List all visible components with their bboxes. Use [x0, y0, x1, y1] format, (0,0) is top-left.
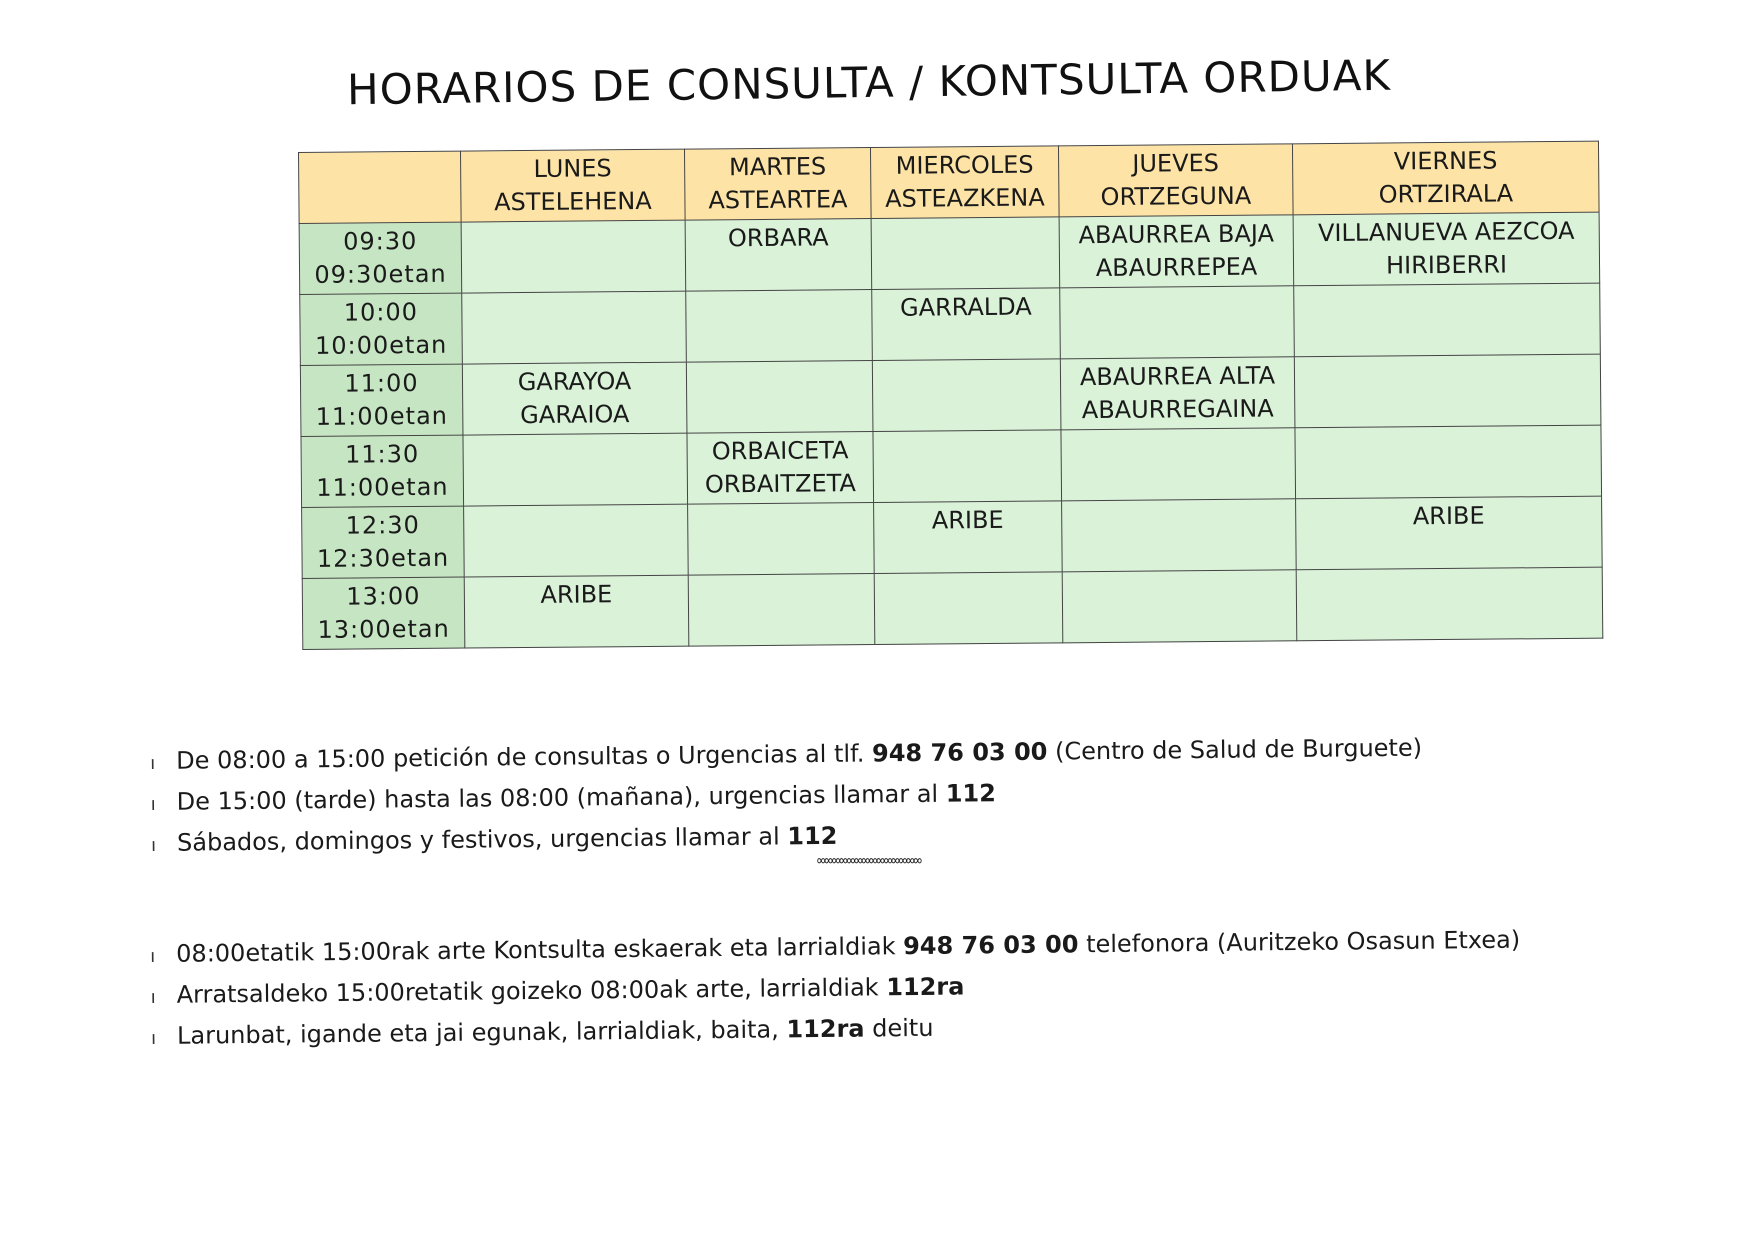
header-martes: MARTES ASTEARTEA	[684, 148, 871, 221]
corner-cell	[299, 151, 462, 223]
schedule-cell	[688, 502, 875, 575]
schedule-cell	[686, 289, 873, 362]
schedule-cell: ABAURREA BAJA ABAURREPEA	[1059, 215, 1294, 288]
header-jueves: JUEVES ORTZEGUNA	[1058, 144, 1293, 217]
schedule-cell	[874, 572, 1063, 645]
note-es-3: ı Sábados, domingos y festivos, urgencias llamar al 112	[150, 821, 838, 857]
table-row	[299, 212, 1600, 294]
schedule-cell: ABAURREA ALTA ABAURREGAINA	[1060, 357, 1295, 430]
schedule-cell	[686, 360, 873, 433]
schedule-cell: ORBAICETA ORBAITZETA	[687, 431, 874, 504]
note-eu-2: ı Arratsaldeko 15:00retatik goizeko 08:00ak arte, larrialdiak 112ra	[150, 972, 965, 1009]
time-cell: 12:30 12:30etan	[302, 506, 465, 578]
header-row	[299, 141, 1600, 223]
schedule-cell	[872, 359, 1061, 432]
schedule-table	[298, 141, 1603, 650]
schedule-cell	[1294, 283, 1601, 357]
schedule-cell	[1062, 570, 1297, 643]
page-title: HORARIOS DE CONSULTA / KONTSULTA ORDUAK	[346, 50, 1392, 115]
note-eu-3: ı Larunbat, igande eta jai egunak, larrialdiak, baita, 112ra deitu	[150, 1013, 934, 1050]
table-row	[300, 354, 1601, 436]
header-lunes: LUNES ASTELEHENA	[460, 149, 685, 222]
schedule-cell	[461, 220, 686, 293]
schedule-cell	[463, 433, 688, 506]
schedule-cell: ORBARA	[685, 219, 872, 292]
schedule-cell	[462, 291, 687, 364]
time-cell: 11:30 11:00etan	[301, 435, 464, 507]
time-cell: 13:00 13:00etan	[302, 577, 465, 649]
schedule-cell	[871, 217, 1060, 290]
schedule-cell	[1295, 425, 1602, 499]
schedule-cell	[1296, 567, 1603, 641]
schedule-cell	[688, 573, 875, 646]
schedule-cell: GARRALDA	[872, 288, 1061, 361]
separator-ornament: ∞∞∞∞∞∞∞∞∞∞∞∞∞∞	[816, 853, 921, 869]
table-row	[302, 567, 1603, 649]
schedule-cell	[1294, 354, 1601, 428]
schedule-cell: GARAYOA GARAIOA	[462, 362, 687, 435]
schedule-cell	[1060, 286, 1295, 359]
schedule-cell: ARIBE	[1296, 496, 1603, 570]
schedule-cell: VILLANUEVA AEZCOA HIRIBERRI	[1293, 212, 1600, 286]
notes-basque	[150, 921, 1521, 1058]
notes-spanish	[150, 729, 1423, 865]
schedule-cell	[873, 430, 1062, 503]
note-eu-1: ı 08:00etatik 15:00rak arte Kontsulta eskaerak eta larrialdiak 948 76 03 00 telefonora (Auritzeko Osasun Etxea)	[150, 925, 1521, 968]
note-es-1: ı De 08:00 a 15:00 petición de consultas o Urgencias al tlf. 948 76 03 00 (Centro de Salud de Burguete)	[150, 733, 1423, 775]
time-cell: 09:30 09:30etan	[299, 222, 462, 294]
time-cell: 11:00 11:00etan	[300, 364, 463, 436]
table-row	[302, 496, 1603, 578]
header-miercoles: MIERCOLES ASTEAZKENA	[870, 146, 1059, 219]
table-row	[301, 425, 1602, 507]
header-viernes: VIERNES ORTZIRALA	[1292, 141, 1599, 215]
schedule-cell	[1061, 428, 1296, 501]
time-cell: 10:00 10:00etan	[300, 293, 463, 365]
note-es-2: ı De 15:00 (tarde) hasta las 08:00 (mañana), urgencias llamar al 112	[150, 779, 997, 816]
schedule-cell	[1062, 499, 1297, 572]
schedule-cell: ARIBE	[874, 501, 1063, 574]
schedule-cell	[464, 504, 689, 577]
table-row	[300, 283, 1601, 365]
schedule-cell: ARIBE	[464, 575, 689, 648]
